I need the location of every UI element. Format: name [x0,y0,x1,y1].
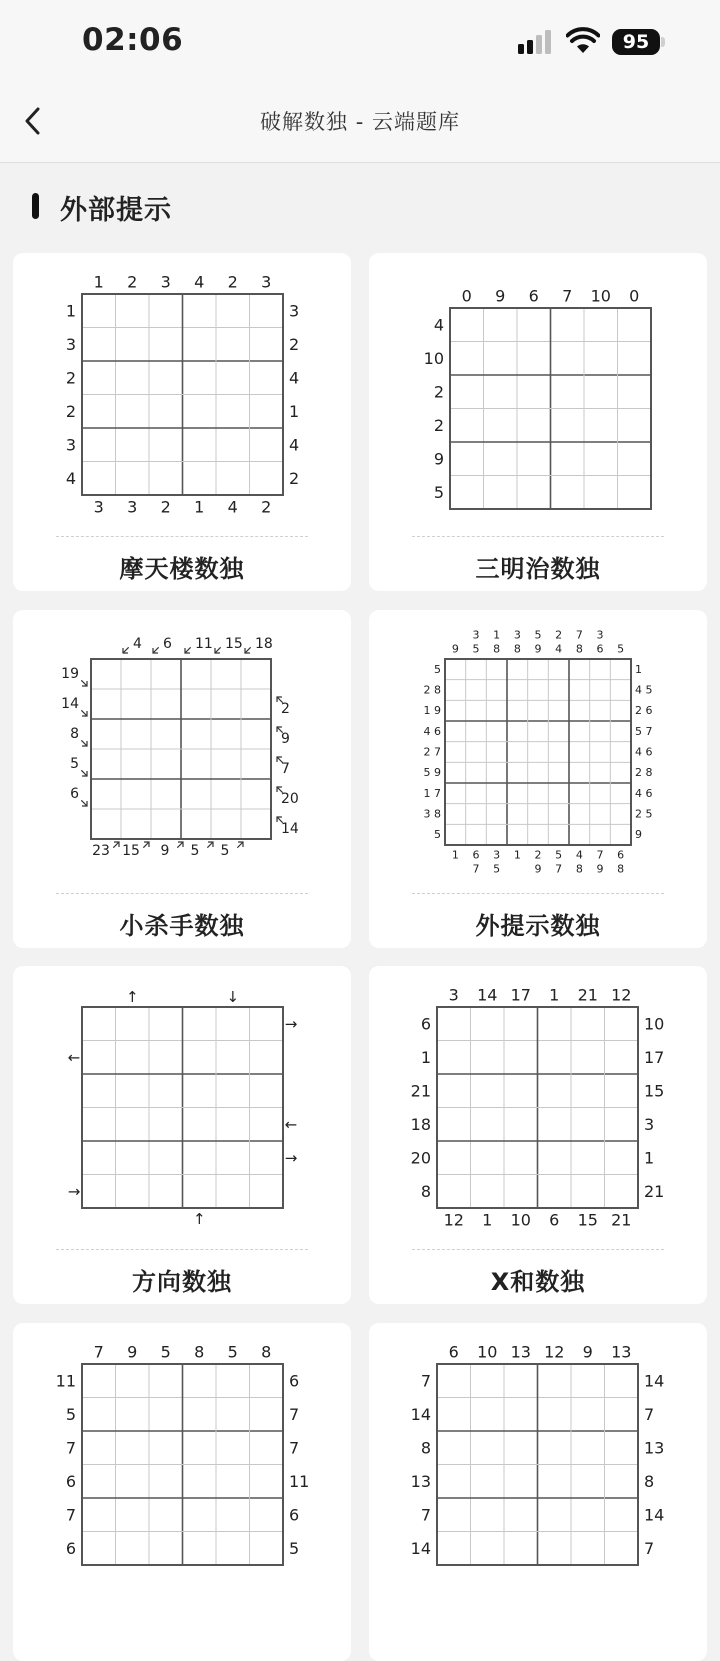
clue-label: ← [67,1048,81,1067]
clue-label: 6 [472,848,480,862]
clue-label: 5 [289,1538,300,1558]
clue-label: 17 [644,1047,665,1067]
clue-label: 10 [510,1210,531,1230]
clue-label: 10 [423,348,444,368]
clue-label: 8 [644,1471,655,1491]
clue-label: 2 [65,368,76,388]
clue-label: 5 [617,642,625,656]
clue-label: 5 [190,843,200,859]
clue-label: 3 [65,334,76,354]
clue-label: 8 [261,1342,272,1362]
clue-label: 6 [528,286,539,306]
clue-label: 4 6 [635,745,653,759]
card-divider [412,536,664,537]
clue-label: 1 [482,1210,493,1230]
clue-label: 4 [133,636,142,652]
diagonal-arrow [81,740,87,746]
clue-label: 6 [617,848,625,862]
clue-label: 1 [93,272,104,292]
clue-label: 1 7 [423,786,441,800]
clue-label: 3 8 [423,807,441,821]
clue-label: 3 [65,435,76,455]
clue-label: 3 [472,628,480,642]
diagonal-arrow [81,800,87,806]
clue-label: 11 [55,1371,76,1391]
clue-label: 12 [611,985,632,1005]
clue-label: 8 [575,862,583,876]
section-title: 外部提示 [60,195,172,226]
clue-label: ← [284,1115,298,1134]
clue-label: 14 [477,985,498,1005]
clue-label: 3 [289,301,300,321]
diagonal-arrow [143,842,149,848]
clue-label: 1 9 [423,704,441,718]
outside-sudoku-preview [369,610,707,948]
clue-label: 2 [281,701,290,717]
clue-label: 9 [451,642,459,656]
clue-label: 4 [65,468,76,488]
clue-label: 2 [555,628,563,642]
clue-label: 7 [289,1438,300,1458]
clue-label: 9 [281,731,290,747]
clue-label: 1 [644,1148,655,1168]
clue-label: 14 [281,821,299,837]
clue-label: 6 [70,786,79,802]
battery-cap [661,37,665,47]
clue-label: 2 8 [423,683,441,697]
clue-label: 2 [289,468,300,488]
clue-label: 14 [644,1371,665,1391]
puzzle-card-clue-grid-b[interactable] [369,1323,707,1661]
clue-label: 5 [434,828,441,842]
clue-label: 5 [220,843,230,859]
clue-label: 3 [160,272,171,292]
clue-label: 12 [544,1342,565,1362]
clue-label: 10 [590,286,611,306]
grid-border [445,659,631,845]
clue-label: 2 [534,848,542,862]
clue-label: 10 [477,1342,498,1362]
clue-label: 2 7 [423,745,441,759]
clue-label: 9 [160,843,170,859]
clue-label: 3 [93,497,104,517]
diagonal-arrow [185,647,191,653]
clue-label: 4 [433,315,444,335]
clue-label: 3 [644,1114,655,1134]
clue-label: 7 [65,1505,76,1525]
clue-label: 9 [635,828,642,842]
clue-label: 5 [493,862,501,876]
puzzle-card-clue-grid-a[interactable] [13,1323,351,1661]
clue-label: 14 [61,696,79,712]
clue-label: 5 [534,628,542,642]
puzzle-card-direction[interactable] [13,966,351,1304]
clue-label: 3 [493,848,501,862]
clue-label: 5 [227,1342,238,1362]
clue-label: 15 [644,1081,665,1101]
clue-label: 7 [472,862,480,876]
card-label: 摩天楼数独 [119,555,245,583]
clue-label: 1 [635,662,642,676]
sandwich-sudoku-preview [369,253,707,591]
clue-label: 15 [122,843,140,859]
skyscraper-sudoku-preview [13,253,351,591]
clue-label: 7 [562,286,573,306]
clue-label: 6 [289,1371,300,1391]
clue-label: 20 [410,1148,431,1168]
clue-label: 8 [194,1342,205,1362]
clue-label: 6 [596,642,604,656]
clue-label: 2 [433,382,444,402]
clue-sudoku-preview [369,1323,707,1661]
clue-label: 1 [194,497,205,517]
clue-label: 3 [127,497,138,517]
clue-label: 2 [289,334,300,354]
wifi-icon [566,27,600,55]
card-divider [56,536,308,537]
clue-label: 9 [534,862,542,876]
clue-label: 4 [194,272,205,292]
clue-label: 6 [549,1210,560,1230]
card-label: 小杀手数独 [119,912,245,940]
clue-label: 2 8 [635,766,653,780]
clue-sudoku-preview [13,1323,351,1661]
clue-label: 14 [410,1538,431,1558]
clue-label: 11 [195,636,213,652]
clue-label: 2 [65,401,76,421]
clue-label: 7 [596,848,604,862]
clue-label: ↓ [226,988,240,1006]
clue-label: 2 [261,497,272,517]
clue-label: 6 [448,1342,459,1362]
clue-label: 21 [644,1181,665,1201]
clue-label: 7 [575,628,583,642]
clue-label: 9 [534,642,542,656]
clue-label: 7 [420,1371,431,1391]
clue-label: 21 [577,985,598,1005]
card-divider [56,1249,308,1250]
clue-label: 9 [433,449,444,469]
clue-label: 3 [596,628,604,642]
clue-label: 13 [611,1342,632,1362]
clue-label: 4 6 [423,724,441,738]
clue-label: 7 [644,1404,655,1424]
battery-icon: 95 [612,29,660,55]
clue-label: 6 [163,636,172,652]
clue-label: 1 [549,985,560,1005]
card-label: 方向数独 [132,1268,232,1296]
card-divider [56,893,308,894]
clue-label: 15 [577,1210,598,1230]
clue-label: 13 [410,1471,431,1491]
clue-label: 1 [513,848,521,862]
clue-label: 7 [289,1404,300,1424]
page-title: 破解数独 - 云端题库 [260,110,460,134]
clue-label: → [284,1014,298,1033]
clue-label: 14 [410,1404,431,1424]
clue-label: 1 [493,628,501,642]
clue-label: 1 [420,1047,431,1067]
nav-bar [0,84,720,163]
clue-label: 4 [227,497,238,517]
x-sums-sudoku-preview [369,966,707,1304]
clue-label: 6 [289,1505,300,1525]
clue-label: 13 [510,1342,531,1362]
clue-label: 6 [65,1538,76,1558]
diagonal-arrow [123,647,129,653]
direction-sudoku-preview [13,966,351,1304]
clue-label: 9 [127,1342,138,1362]
card-divider [412,893,664,894]
clue-label: 5 [555,848,563,862]
card-label: 外提示数独 [475,912,601,940]
clue-label: 4 6 [635,786,653,800]
diagonal-arrow [81,770,87,776]
puzzle-card-outside[interactable] [369,610,707,948]
diagonal-arrow [113,842,119,848]
clue-label: 5 [65,1404,76,1424]
clue-label: 7 [555,862,563,876]
diagonal-arrow [207,842,213,848]
clue-label: 2 5 [635,807,653,821]
clue-label: 11 [289,1471,310,1491]
clue-label: 8 [420,1181,431,1201]
clue-label: 5 [434,662,441,676]
clue-label: 10 [644,1014,665,1034]
clue-label: 2 [127,272,138,292]
clue-label: 5 7 [635,724,653,738]
diagonal-arrow [237,842,243,848]
clue-label: 14 [644,1505,665,1525]
clue-label: 8 [513,642,521,656]
clue-label: 7 [281,761,290,777]
status-bar [0,0,720,84]
clue-label: 8 [70,726,79,742]
clue-label: 2 [160,497,171,517]
clue-label: 21 [410,1081,431,1101]
card-divider [412,1249,664,1250]
clue-label: 23 [92,843,110,859]
clue-label: 5 9 [423,766,441,780]
clue-label: 18 [255,636,273,652]
clue-label: 5 [433,482,444,502]
clue-label: 7 [420,1505,431,1525]
clue-label: 12 [443,1210,464,1230]
puzzle-card-skyscraper[interactable] [13,253,351,591]
clue-label: 4 [555,642,563,656]
diagonal-arrow [245,647,251,653]
clue-label: 1 [289,401,300,421]
clue-label: 8 [493,642,501,656]
clue-label: 2 [227,272,238,292]
clue-label: 13 [644,1438,665,1458]
diagonal-arrow [81,680,87,686]
clue-label: 7 [644,1538,655,1558]
clue-label: 20 [281,791,299,807]
card-label: 三明治数独 [475,555,601,583]
clue-label: 9 [582,1342,593,1362]
clue-label: 17 [510,985,531,1005]
clue-label: ↑ [125,988,139,1006]
clue-label: 4 [289,368,300,388]
clue-label: 5 [70,756,79,772]
diagonal-arrow [177,842,183,848]
clue-label: ↑ [192,1210,206,1228]
clue-label: 9 [495,286,506,306]
clue-label: 5 [160,1342,171,1362]
clue-label: 15 [225,636,243,652]
clue-label: 7 [93,1342,104,1362]
clue-label: 8 [617,862,625,876]
clue-label: 9 [596,862,604,876]
diagonal-arrow [215,647,221,653]
clue-label: 0 [461,286,472,306]
clue-label: 4 [289,435,300,455]
clue-label: 6 [420,1014,431,1034]
clue-label: 2 [433,415,444,435]
clue-label: → [67,1182,81,1201]
clue-label: 8 [420,1438,431,1458]
clue-label: 0 [629,286,640,306]
clue-label: 3 [448,985,459,1005]
puzzle-card-sandwich[interactable] [369,253,707,591]
puzzle-card-little-killer[interactable] [13,610,351,948]
clue-label: 5 [472,642,480,656]
clue-label: 3 [261,272,272,292]
clue-label: 2 6 [635,704,653,718]
diagonal-arrow [153,647,159,653]
clue-label: 18 [410,1114,431,1134]
clue-label: 4 5 [635,683,653,697]
card-label: X和数独 [490,1268,586,1296]
clue-label: → [284,1148,298,1167]
clue-label: 4 [575,848,583,862]
clue-label: 19 [61,666,79,682]
puzzle-card-x-sums[interactable] [369,966,707,1304]
diagonal-arrow [81,710,87,716]
clue-label: 1 [451,848,459,862]
clue-label: 6 [65,1471,76,1491]
little-killer-sudoku-preview [13,610,351,948]
status-time: 02:06 [82,22,184,58]
clue-label: 7 [65,1438,76,1458]
clue-label: 1 [65,301,76,321]
cellular-signal-icon [518,30,558,56]
clue-label: 8 [575,642,583,656]
clue-label: 3 [513,628,521,642]
section-marker [32,193,39,219]
clue-label: 21 [611,1210,632,1230]
